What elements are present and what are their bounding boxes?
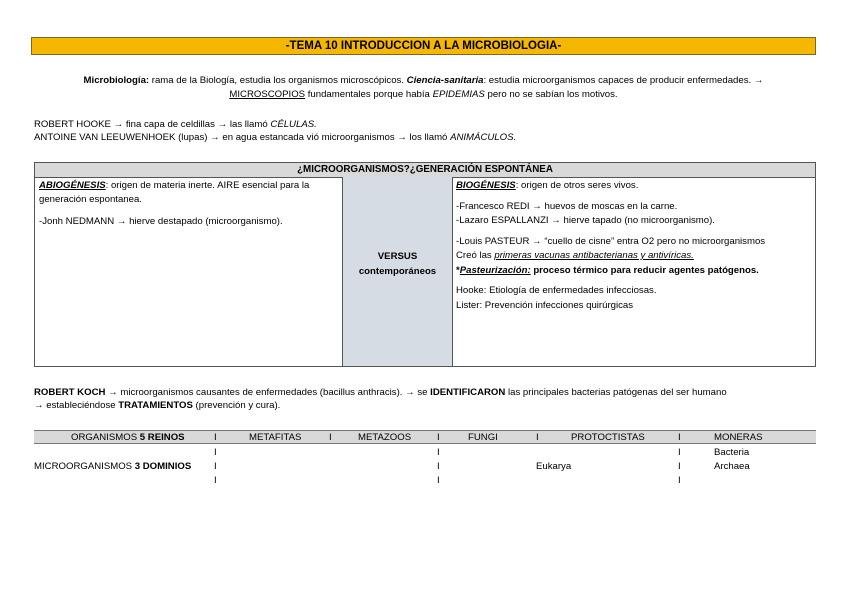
- separator: I: [214, 475, 217, 486]
- term-biogenesis: BIOGÉNESIS: [456, 180, 516, 191]
- history-text: ANTOINE VAN LEEUWENHOEK (lupas) → en agua estancada vió microorganismos → los llamó: [34, 132, 451, 143]
- term-identificaron: IDENTIFICARON: [430, 387, 506, 398]
- koch-text: (prevención y cura).: [192, 400, 281, 411]
- intro-line-2: [31, 89, 816, 101]
- intro-line-1: [31, 75, 816, 87]
- term-epidemias: EPIDEMIAS: [432, 89, 485, 100]
- versus-label: VERSUS: [377, 251, 418, 262]
- term-tratamientos: TRATAMIENTOS: [118, 400, 193, 411]
- term-animaculos: ANIMÁCULOS.: [450, 132, 517, 143]
- comparison-table: [34, 162, 816, 367]
- lister-item: Lister: Prevención infecciones quirúrgicas: [456, 299, 634, 311]
- separator: I: [214, 447, 217, 458]
- biogenesis-column: [453, 177, 815, 366]
- term-microbiologia: Microbiología:: [83, 75, 150, 86]
- separator: I: [536, 432, 539, 443]
- intro-text: : estudia microorganismos capaces de producir enfermedades. →: [483, 75, 764, 86]
- separator: I: [678, 475, 681, 486]
- hooke-etiology: Hooke: Etiología de enfermedades infecciosas.: [456, 285, 657, 296]
- vacunas-text: Creó las: [456, 250, 495, 261]
- col-fungi: FUNGI: [468, 432, 498, 443]
- abiogenesis-column: [35, 177, 343, 366]
- biogenesis-def: : origen de otros seres vivos.: [515, 180, 639, 191]
- kingdoms-header-label: ORGANISMOS 5 REINOS: [71, 432, 185, 443]
- spallanzani-item: -Lazaro ESPALLANZI → hierve tapado (no microorganismo).: [456, 215, 715, 226]
- domain-eukarya: Eukarya: [536, 461, 572, 472]
- kingdoms-row-2: [34, 461, 816, 473]
- separator: I: [437, 447, 440, 458]
- kingdoms-row-1: [34, 447, 816, 459]
- abiogenesis-def-cont: generación espontanea.: [39, 193, 142, 205]
- col-protoctistas: PROTOCTISTAS: [571, 432, 645, 443]
- nedmann-item: -Jonh NEDMANN → hierve destapado (microorganismo).: [39, 216, 283, 227]
- col-metafitas: METAFITAS: [249, 432, 302, 443]
- koch-line-2: [34, 400, 280, 412]
- intro-text: fundamentales porque había: [305, 89, 433, 100]
- separator: I: [437, 475, 440, 486]
- koch-text: → estableciéndose: [34, 400, 119, 411]
- kingdoms-row-3: [34, 475, 816, 487]
- term-pasteurizacion: Pasteurización:: [459, 264, 531, 276]
- history-text: ROBERT HOOKE → fina capa de celdillas → las llamó: [34, 119, 271, 130]
- abiogenesis-def: : origen de materia inerte. AIRE esencial para la: [105, 180, 310, 191]
- pasteurizacion-def: proceso térmico para reducir agentes patógenos.: [530, 264, 759, 276]
- domain-archaea: Archaea: [714, 461, 750, 472]
- col-moneras: MONERAS: [714, 432, 763, 443]
- koch-line-1: [34, 387, 727, 399]
- term-ciencia-sanitaria: Ciencia-sanitaria: [406, 75, 484, 86]
- redi-item: -Francesco REDI → huevos de moscas en la carne.: [456, 200, 678, 212]
- versus-column: [343, 177, 453, 366]
- separator: I: [329, 432, 332, 443]
- term-microscopios: MICROSCOPIOS: [229, 89, 306, 100]
- kingdoms-header-row: [34, 430, 816, 444]
- separator: I: [214, 432, 217, 443]
- separator: I: [214, 461, 217, 472]
- koch-text: las principales bacterias patógenas del ser humano: [505, 387, 727, 398]
- asterisk: *: [456, 264, 460, 276]
- separator: I: [437, 432, 440, 443]
- separator: I: [678, 447, 681, 458]
- col-metazoos: METAZOOS: [358, 432, 412, 443]
- separator: I: [678, 461, 681, 472]
- term-abiogenesis: ABIOGÉNESIS: [39, 180, 106, 191]
- vacunas-term: primeras vacunas antibacterianas y antivíricas.: [494, 250, 694, 261]
- contemporaneos-label: contemporáneos: [358, 266, 437, 277]
- history-hooke: [34, 119, 317, 131]
- comparison-header: ¿MICROORGANISMOS?¿GENERACIÓN ESPONTÁNEA: [35, 163, 815, 178]
- term-celulas: CÉLULAS.: [270, 119, 317, 130]
- intro-text: rama de la Biología, estudia los organismos microscópicos.: [149, 75, 407, 86]
- intro-text: pero no se sabían los motivos.: [484, 89, 618, 100]
- history-leeuwenhoek: [34, 132, 516, 144]
- domain-bacteria: Bacteria: [714, 447, 750, 458]
- domains-label: MICROORGANISMOS 3 DOMINIOS: [34, 461, 192, 472]
- separator: I: [437, 461, 440, 472]
- separator: I: [678, 432, 681, 443]
- koch-text: microorganismos causantes de enfermedades (bacillus anthracis). → se: [117, 387, 431, 398]
- page-title: -TEMA 10 INTRODUCCION A LA MICROBIOLOGIA-: [31, 37, 816, 55]
- pasteur-item: -Louis PASTEUR → “cuello de cisne” entra O2 pero no microorganismos: [456, 235, 766, 247]
- term-robert-koch: ROBERT KOCH →: [34, 387, 118, 398]
